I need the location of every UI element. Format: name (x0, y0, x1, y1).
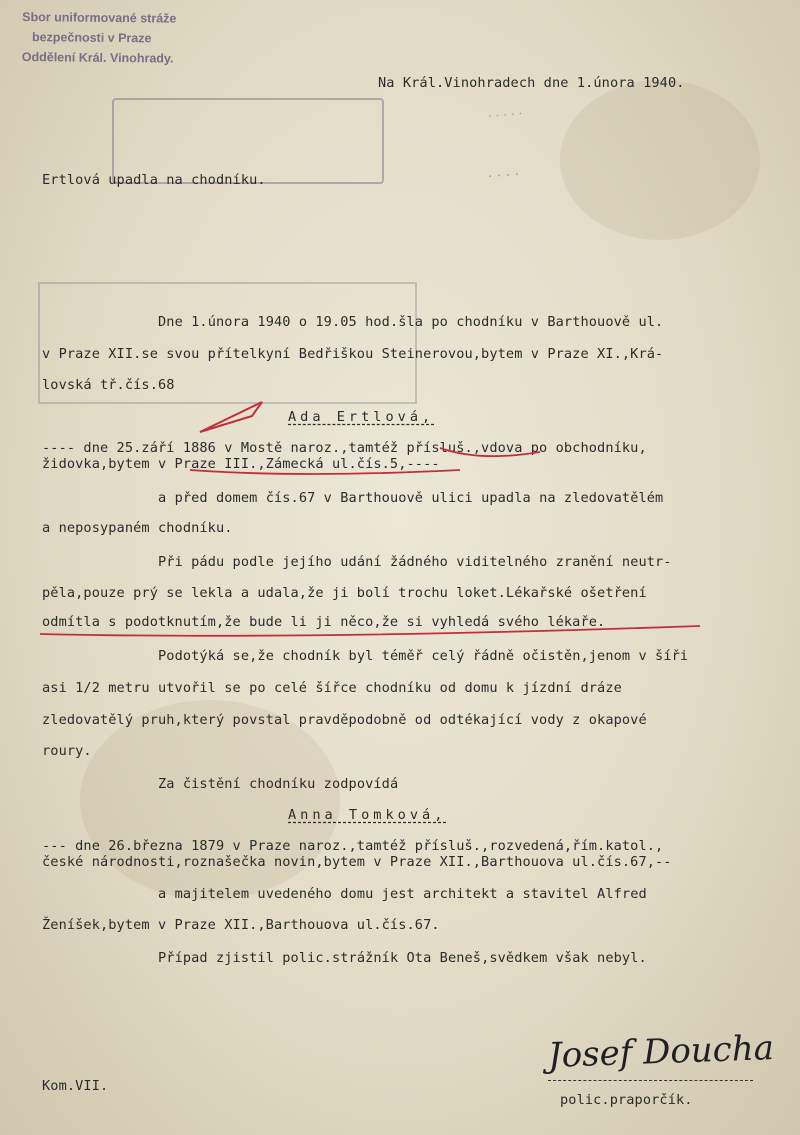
stamp-line-1: Sbor uniformované stráže (22, 10, 177, 26)
signatory-role: polic.praporčík. (560, 1092, 693, 1108)
body-line: Při pádu podle jejího udání žádného viditelného zranění neutr- (158, 554, 672, 570)
red-underline (440, 448, 540, 456)
red-underline (40, 626, 700, 636)
person-detail: židovka,bytem v Praze III.,Zámecká ul.čís.5,---- (42, 456, 440, 472)
person-detail: české národnosti,roznašečka novin,bytem v Praze XII.,Barthouova ul.čís.67,-- (42, 854, 672, 870)
body-line: pěla,pouze prý se lekla a udala,že ji bolí trochu loket.Lékařské ošetření (42, 585, 647, 601)
red-underline (190, 470, 460, 474)
body-line: v Praze XII.se svou přítelkyní Bedřiškou Steinerovou,bytem v Praze XI.,Krá- (42, 346, 664, 362)
stamp-line-3: Oddělení Král. Vinohrady. (21, 50, 174, 66)
red-check-mark (200, 402, 262, 432)
body-line: a majitelem uvedeného domu jest architekt a stavitel Alfred (158, 886, 647, 902)
body-line: Dne 1.února 1940 o 19.05 hod.šla po chodníku v Barthouově ul. (158, 314, 664, 330)
footer-office: Kom.VII. (42, 1078, 109, 1094)
body-line: a před domem čís.67 v Barthouově ulici upadla na zledovatělém (158, 490, 664, 506)
body-line: lovská tř.čís.68 (42, 377, 175, 393)
subject-line: Ertlová upadla na chodníku. (42, 172, 266, 188)
body-line: Za čistění chodníku zodpovídá (158, 776, 399, 792)
person-name: Ada Ertlová, (288, 409, 435, 425)
signature: Josef Doucha (547, 1028, 775, 1076)
signature-line (548, 1080, 753, 1081)
stamp-line-2: bezpečnosti v Praze (31, 30, 152, 46)
body-line: a neposypaném chodníku. (42, 520, 233, 536)
pencil-note: · · · · (487, 166, 520, 186)
person-name: Anna Tomková, (288, 807, 447, 823)
body-line: odmítla s podotknutím,že bude li ji něco,že si vyhledá svého lékaře. (42, 614, 606, 630)
body-line: Podotýká se,že chodník byl téměř celý řádně očistěn,jenom v šíři (158, 648, 689, 664)
person-detail: --- dne 26.března 1879 v Praze naroz.,tamtéž přísluš.,rozvedená,řím.katol., (42, 838, 664, 854)
body-line: Ženíšek,bytem v Praze XII.,Barthouova ul.čís.67. (42, 917, 440, 933)
person-detail: ---- dne 25.září 1886 v Mostě naroz.,tamtéž přísluš.,vdova po obchodníku, (42, 440, 647, 456)
body-line: Případ zjistil polic.strážník Ota Beneš,svědkem však nebyl. (158, 950, 647, 966)
date-line: Na Král.Vinohradech dne 1.února 1940. (378, 75, 685, 91)
body-line: asi 1/2 metru utvořil se po celé šířce chodníku od domu k jízdní dráze (42, 680, 622, 696)
body-line: roury. (42, 743, 92, 759)
pencil-note: · · · · · (487, 106, 523, 124)
body-line: zledovatělý pruh,který povstal pravděpodobně od odtékající vody z okapové (42, 712, 647, 728)
